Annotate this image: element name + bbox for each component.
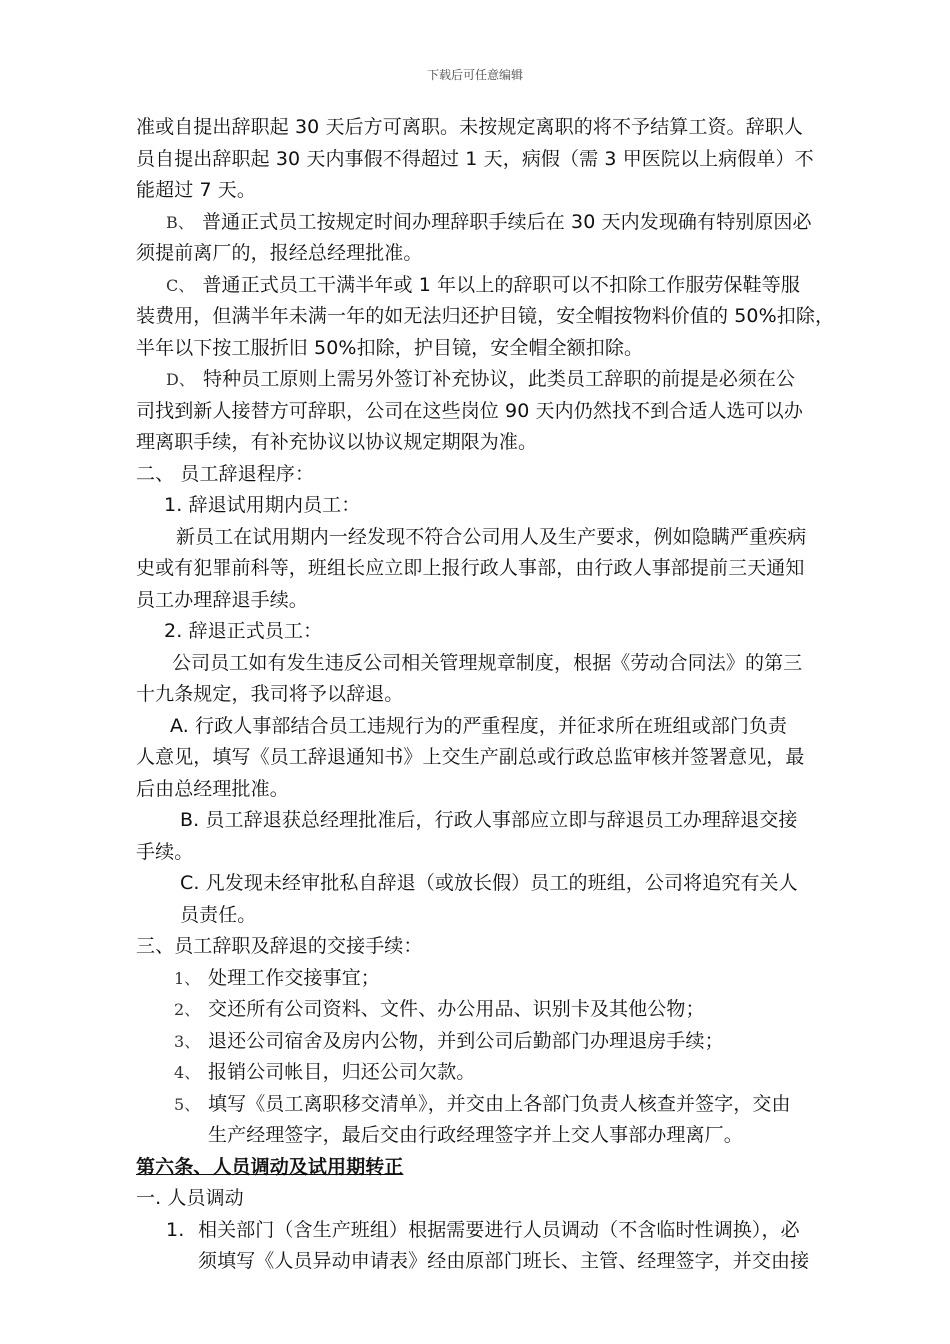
paragraph-line: 装费用，但满半年未满一年的如无法归还护目镜，安全帽按物料价值的 50%扣除， xyxy=(136,305,835,327)
paragraph-line: B. 员工辞退获总经理批准后，行政人事部应立即与辞退员工办理辞退交接 xyxy=(180,809,798,831)
list-item-continuation: 生产经理签字，最后交由行政经理签字并上交人事部办理离厂。 xyxy=(208,1124,743,1146)
list-item xyxy=(136,963,826,995)
subsection-heading: 2. 辞退正式员工： xyxy=(164,620,323,642)
list-item xyxy=(136,994,826,1026)
clause-b-line xyxy=(136,207,826,239)
item-number: 1. xyxy=(166,1218,185,1241)
item-text: 相关部门（含生产班组）根据需要进行人员调动（不含临时性调换），必 xyxy=(198,1218,800,1241)
article-heading: 第六条、人员调动及试用期转正 xyxy=(136,1155,404,1178)
paragraph-line: A. 行政人事部结合员工违规行为的严重程度，并征求所在班组或部门负责 xyxy=(170,714,788,737)
section-heading: 二、 员工辞退程序： xyxy=(136,462,315,485)
paragraph-line: 后由总经理批准。 xyxy=(136,777,289,800)
clause-d-line xyxy=(136,364,826,396)
section-heading: 三、员工辞职及辞退的交接手续： xyxy=(136,935,423,957)
numbered-item-continuation: 须填写《人员异动申请表》经由原部门班长、主管、经理签字，并交由接 xyxy=(198,1250,810,1272)
list-number: 3、 xyxy=(174,1031,201,1051)
paragraph-line: C. 凡发现未经审批私自辞退（或放长假）员工的班组，公司将追究有关人 xyxy=(180,872,798,894)
paragraph-line: 十九条规定，我司将予以辞退。 xyxy=(136,683,404,705)
list-item xyxy=(136,1026,826,1058)
paragraph-line: 准或自提出辞职起 30 天后方可离职。未按规定离职的将不予结算工资。辞职人 xyxy=(136,116,803,138)
list-text: 交还所有公司资料、文件、办公用品、识别卡及其他公物； xyxy=(208,998,705,1020)
list-text: 处理工作交接事宜； xyxy=(208,966,380,989)
paragraph-line: 公司员工如有发生违反公司相关管理规章制度，根据《劳动合同法》的第三 xyxy=(172,651,803,674)
clause-text: 特种员工原则上需另外签订补充协议，此类员工辞职的前提是必须在公 xyxy=(203,368,796,390)
paragraph-line: 新员工在试用期内一经发现不符合公司用人及生产要求，例如隐瞒严重疾病 xyxy=(176,525,807,548)
clause-letter: B、 xyxy=(166,212,194,232)
paragraph-line: 人意见，填写《员工辞退通知书》上交生产副总或行政总监审核并签署意见，最 xyxy=(136,746,805,768)
list-item xyxy=(136,1089,826,1121)
paragraph-line: 员责任。 xyxy=(180,903,257,926)
numbered-item xyxy=(136,1215,826,1247)
paragraph-line: 员自提出辞职起 30 天内事假不得超过 1 天，病假（需 3 甲医院以上病假单）不 xyxy=(136,147,814,170)
list-number: 1、 xyxy=(174,968,201,988)
list-number: 4、 xyxy=(174,1063,201,1082)
paragraph-line: 能超过 7 天。 xyxy=(136,179,256,201)
clause-text: 普通正式员工干满半年或 1 年以上的辞职可以不扣除工作服劳保鞋等服 xyxy=(202,273,800,296)
list-text: 退还公司宿舍及房内公物，并到公司后勤部门办理退房手续； xyxy=(208,1029,724,1052)
clause-text: 普通正式员工按规定时间办理辞职手续后在 30 天内发现确有特别原因必 xyxy=(201,210,812,233)
clause-c-line xyxy=(136,270,826,302)
clause-letter: D、 xyxy=(166,370,196,389)
subsection-heading: 一. 人员调动 xyxy=(136,1187,244,1209)
subsection-heading: 1. 辞退试用期内员工： xyxy=(164,494,361,516)
list-text: 填写《员工离职移交清单》，并交由上各部门负责人核查并签字，交由 xyxy=(208,1092,791,1115)
paragraph-line: 须提前离厂的，报经总经理批准。 xyxy=(136,242,423,264)
list-number: 5、 xyxy=(174,1094,201,1114)
paragraph-line: 员工办理辞退手续。 xyxy=(136,588,308,611)
paragraph-line: 半年以下按工服折旧 50%扣除，护目镜，安全帽全额扣除。 xyxy=(136,336,644,359)
list-text: 报销公司帐目，归还公司欠款。 xyxy=(208,1061,476,1083)
document-body xyxy=(136,112,835,1278)
paragraph-line: 司找到新人接替方可辞职，公司在这些岗位 90 天内仍然找不到合适人选可以办 xyxy=(136,399,803,422)
paragraph-line: 理离职手续，有补充协议以协议规定期限为准。 xyxy=(136,431,538,453)
list-item xyxy=(136,1057,826,1089)
list-number: 2、 xyxy=(174,1000,201,1019)
paragraph-line: 史或有犯罪前科等，班组长应立即上报行政人事部，由行政人事部提前三天通知 xyxy=(136,557,805,579)
page-header: 下载后可任意编辑 xyxy=(426,68,523,82)
paragraph-line: 手续。 xyxy=(136,840,194,863)
clause-letter: C、 xyxy=(166,275,195,295)
